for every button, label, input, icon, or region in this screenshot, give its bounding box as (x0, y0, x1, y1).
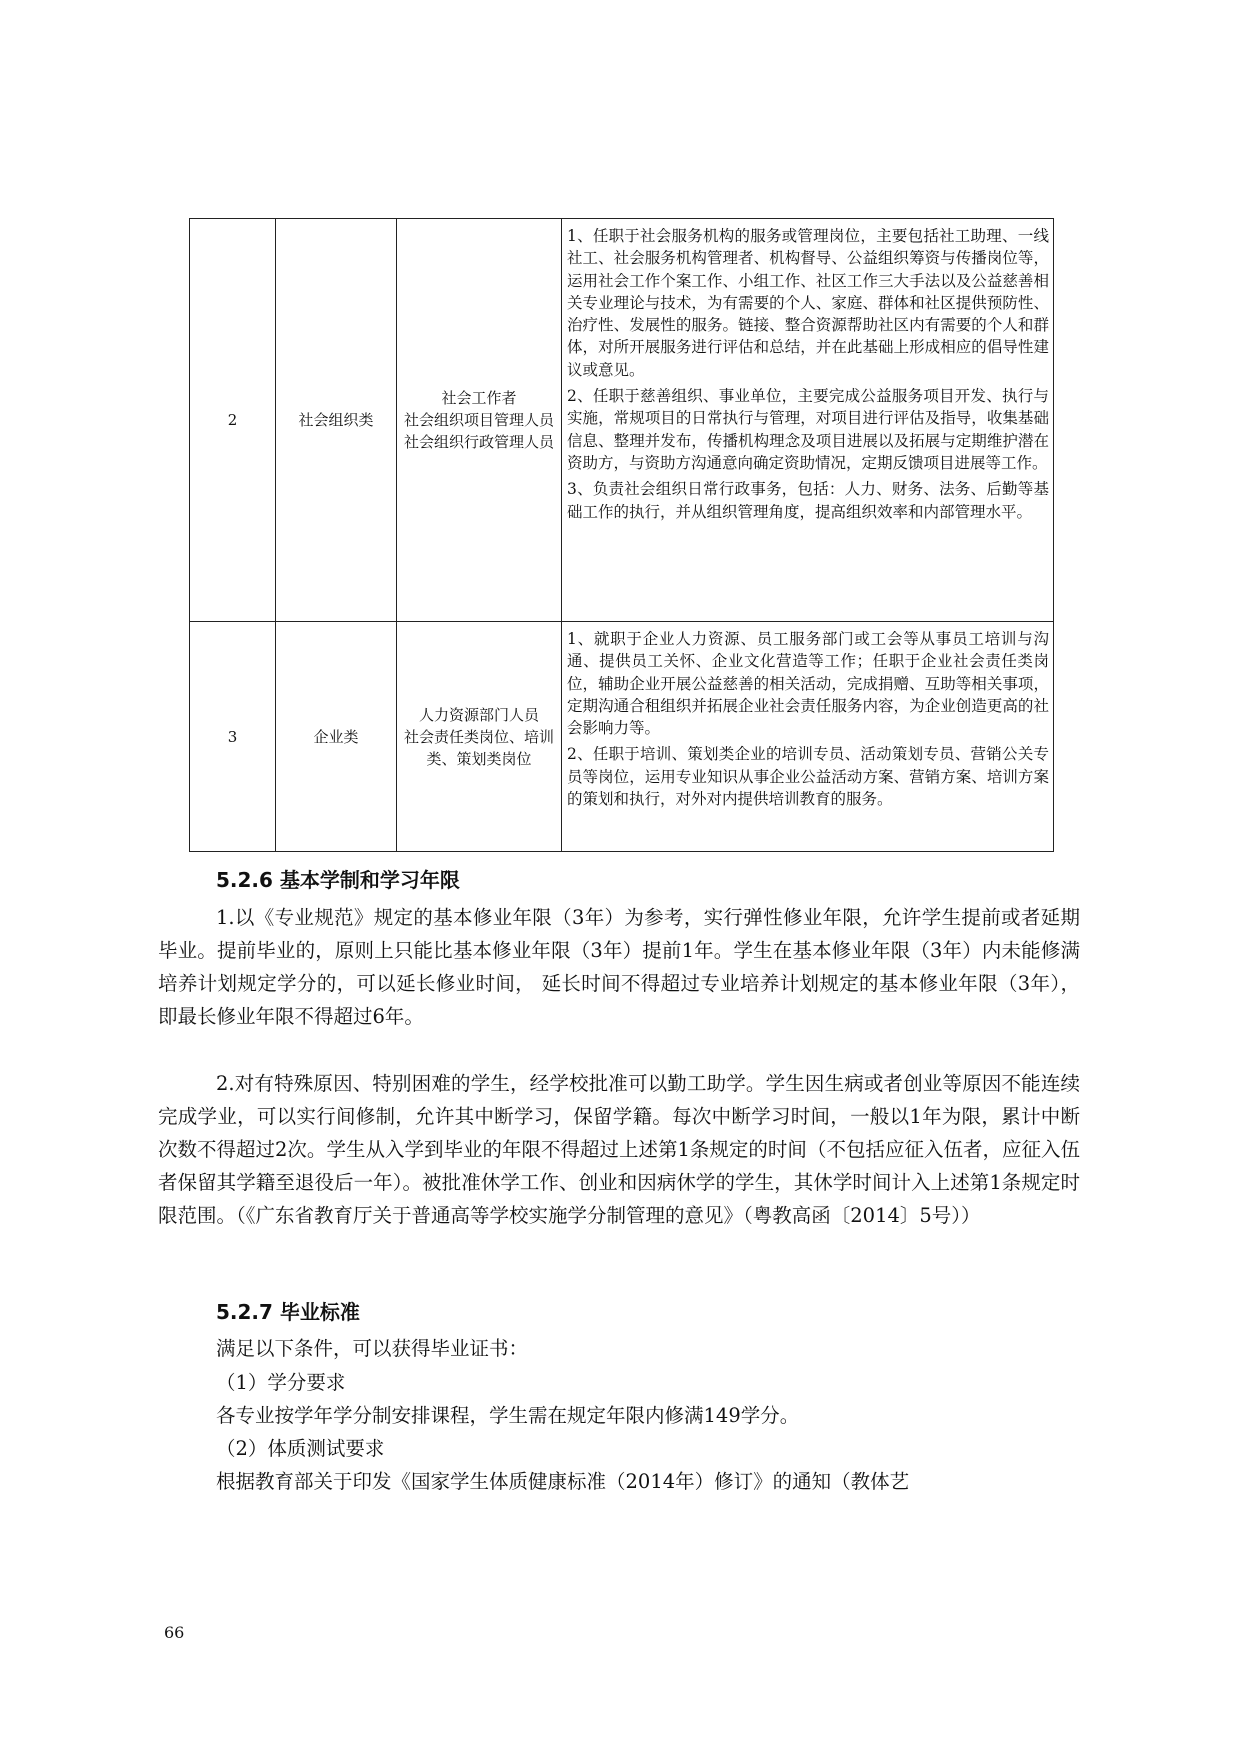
position-item: 人力资源部门人员 (418, 705, 539, 724)
position-item: 社会工作者 (441, 389, 517, 407)
row-descriptions (562, 219, 1054, 622)
row-category: 企业类 (276, 622, 397, 852)
row-positions (397, 622, 562, 852)
graduation-intro: 满足以下条件，可以获得毕业证书： (216, 1337, 529, 1360)
row-category: 社会组织类 (276, 219, 397, 622)
row-descriptions (562, 622, 1054, 852)
row-number: 3 (190, 622, 276, 852)
description-item: 1、就职于企业人力资源、员工服务部门或工会等从事员工培训与沟通、提供员工关怀、企业文化营造等工作；任职于企业社会责任类岗位，辅助企业开展公益慈善的相关活动，完成捐赠、互助等相关事项，定期沟通合租组织并拓展企业社会责任服务内容，为企业创造更高的社会影响力等。 (567, 630, 1049, 738)
position-item: 社会组织项目管理人员 (403, 411, 554, 429)
requirement-credits-title: （1）学分要求 (216, 1371, 346, 1394)
requirement-fitness-title: （2）体质测试要求 (216, 1437, 385, 1460)
paragraph-2: 2.对有特殊原因、特别困难的学生，经学校批准可以勤工助学。学生因生病或者创业等原因不能连续完成学业，可以实行间修制，允许其中断学习，保留学籍。每次中断学习时间，一般以1年为限，累计中断次数不得超过2次。学生从入学到毕业的年限不得超过上述第1条规定的时间（不包括应征入伍者，应征入伍者保留其学籍至退役后一年）。被批准休学工作、创业和因病休学的学生，其休学时间计入上述第1条规定时限范围。（《广东省教育厅关于普通高等学校实施学分制管理的意见》（粤教高函〔2014〕5号）） (158, 1072, 1080, 1227)
position-item: 社会责任类岗位、培训类、策划类岗位 (403, 727, 554, 768)
description-item: 1、任职于社会服务机构的服务或管理岗位，主要包括社工助理、一线社工、社会服务机构管理者、机构督导、公益组织筹资与传播岗位等，运用社会工作个案工作、小组工作、社区工作三大手法以及公益慈善相关专业理论与技术，为有需要的个人、家庭、群体和社区提供预防性、治疗性、发展性的服务。链接、整合资源帮助社区内有需要的个人和群体，对所开展服务进行评估和总结，并在此基础上形成相应的倡导性建议或意见。 (567, 227, 1049, 379)
table-row (190, 219, 1054, 622)
description-item: 3、负责社会组织日常行政事务，包括：人力、财务、法务、后勤等基础工作的执行，并从组织管理角度，提高组织效率和内部管理水平。 (567, 480, 1049, 521)
row-positions (397, 219, 562, 622)
paragraph-1: 1.以《专业规范》规定的基本修业年限（3年）为参考，实行弹性修业年限，允许学生提前或者延期毕业。提前毕业的，原则上只能比基本修业年限（3年）提前1年。学生在基本修业年限（3年）内未能修满培养计划规定学分的，可以延长修业时间， 延长时间不得超过专业培养计划规定的基本修业年限（3年），即最长修业年限不得超过6年。 (158, 906, 1080, 1028)
requirement-credits-text: 各专业按学年学分制安排课程，学生需在规定年限内修满149学分。 (216, 1404, 800, 1427)
row-number: 2 (190, 219, 276, 622)
page-number: 66 (164, 1623, 185, 1642)
table-row (190, 622, 1054, 852)
section-heading-5-2-7: 5.2.7 毕业标准 (216, 1300, 360, 1324)
requirement-fitness-text: 根据教育部关于印发《国家学生体质健康标准（2014年）修订》的通知（教体艺 (216, 1470, 910, 1493)
career-table (189, 218, 1054, 852)
description-item: 2、任职于慈善组织、事业单位，主要完成公益服务项目开发、执行与实施，常规项目的日常执行与管理，对项目进行评估及指导，收集基础信息、整理并发布，传播机构理念及项目进展以及拓展与定期维护潜在资助方，与资助方沟通意向确定资助情况，定期反馈项目进展等工作。 (567, 387, 1049, 472)
section-heading-5-2-6: 5.2.6 基本学制和学习年限 (216, 868, 460, 892)
description-item: 2、任职于培训、策划类企业的培训专员、活动策划专员、营销公关专员等岗位，运用专业知识从事企业公益活动方案、营销方案、培训方案的策划和执行，对外对内提供培训教育的服务。 (567, 745, 1049, 809)
position-item: 社会组织行政管理人员 (403, 433, 554, 451)
